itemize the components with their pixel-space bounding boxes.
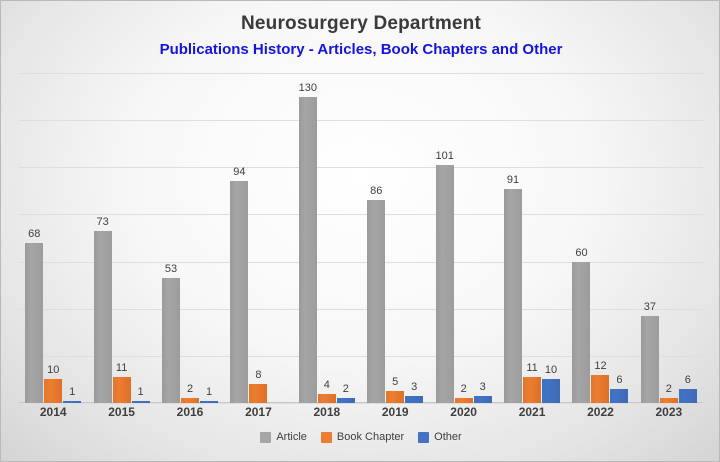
bar-article[interactable] — [25, 227, 43, 403]
bar-value-label: 1 — [205, 385, 213, 398]
bar-groups — [19, 73, 703, 403]
bar-value-label: 12 — [594, 359, 607, 372]
bar-value-label: 6 — [684, 373, 691, 386]
bars — [429, 73, 497, 403]
bar-group — [224, 73, 292, 403]
plot-area — [19, 73, 703, 403]
bar-value-label: 2 — [186, 383, 194, 396]
bar-other[interactable] — [132, 385, 150, 403]
bar-other[interactable] — [63, 385, 81, 403]
gridline — [19, 403, 703, 404]
x-tick-label: 2020 — [450, 405, 477, 419]
bar-value-label: 10 — [47, 364, 60, 377]
bars — [293, 73, 361, 403]
legend-swatch-icon — [321, 432, 332, 443]
bars — [87, 73, 155, 403]
bar-value-label: 2 — [342, 383, 349, 396]
bar-book[interactable] — [455, 383, 473, 403]
bar-value-label: 11 — [115, 362, 128, 375]
chart-subtitle: Publications History - Articles, Book Chapters and Other — [159, 41, 563, 58]
bar-value-label: 37 — [643, 300, 656, 313]
bar-value-label: 91 — [506, 173, 520, 186]
x-tick-label: 2022 — [587, 405, 614, 419]
x-tick-label: 2021 — [518, 405, 546, 419]
bar-value-label: 68 — [28, 227, 41, 240]
bar-other[interactable] — [200, 385, 218, 403]
bar-other[interactable] — [337, 383, 355, 403]
chart-legend — [1, 431, 720, 443]
chart-title: Neurosurgery Department — [240, 13, 482, 34]
bar-book[interactable] — [318, 378, 336, 403]
bar-group — [19, 73, 87, 403]
legend-item-book-chapter[interactable] — [321, 431, 404, 443]
legend-item-article[interactable] — [260, 431, 307, 443]
bar-value-label: 94 — [233, 166, 246, 179]
x-tick-label: 2019 — [381, 405, 409, 419]
bar-article[interactable] — [435, 149, 454, 403]
bar-value-label: 5 — [392, 376, 399, 389]
bar-value-label: 3 — [479, 380, 486, 393]
bar-other[interactable] — [474, 380, 492, 403]
x-tick-label: 2018 — [313, 405, 341, 419]
bar-value-label: 3 — [411, 380, 418, 393]
legend-label: Book Chapter — [336, 431, 405, 443]
bar-book[interactable] — [113, 362, 131, 403]
bars — [156, 73, 224, 403]
bar-value-label: 4 — [323, 378, 330, 391]
bar-group — [293, 73, 361, 403]
bar-group — [429, 73, 497, 403]
bar-value-label: 130 — [298, 81, 318, 94]
bar-book[interactable] — [249, 369, 267, 403]
bar-other[interactable] — [679, 373, 697, 403]
legend-item-other[interactable] — [418, 431, 462, 443]
bar-article[interactable] — [94, 215, 112, 403]
bar-value-label: 8 — [255, 369, 262, 382]
bar-group — [566, 73, 634, 403]
bar-value-label: 6 — [616, 373, 623, 386]
bar-article[interactable] — [162, 263, 180, 403]
bar-article[interactable] — [641, 300, 659, 403]
bar-value-label: 11 — [526, 362, 538, 375]
bar-article[interactable] — [504, 173, 522, 404]
bar-other[interactable] — [542, 364, 560, 403]
bar-value-label: 2 — [460, 383, 467, 396]
bar-value-label: 73 — [96, 215, 109, 228]
bar-group — [156, 73, 224, 403]
bar-group — [498, 73, 566, 403]
bar-book[interactable] — [523, 362, 541, 403]
x-tick-label: 2015 — [108, 405, 135, 419]
legend-label: Article — [276, 431, 307, 443]
bar-value-label: 1 — [69, 385, 76, 398]
bar-book[interactable] — [181, 383, 199, 403]
bar-group — [361, 73, 429, 403]
legend-swatch-icon — [418, 432, 429, 443]
x-tick-label: 2016 — [176, 405, 204, 419]
bar-article[interactable] — [367, 185, 385, 403]
x-tick-label: 2023 — [655, 405, 683, 419]
bar-value-label: 60 — [575, 246, 588, 259]
legend-label: Other — [434, 431, 462, 443]
bars — [566, 73, 634, 403]
bar-book[interactable] — [386, 376, 404, 403]
bar-book[interactable] — [44, 364, 62, 403]
bar-value-label: 1 — [137, 385, 144, 398]
bar-value-label: 10 — [544, 364, 558, 377]
bar-value-label: 53 — [164, 263, 178, 276]
bar-group — [87, 73, 155, 403]
bars — [19, 73, 87, 403]
legend-swatch-icon — [260, 432, 271, 443]
bar-value-label: 101 — [435, 149, 454, 162]
bar-value-label: 2 — [665, 383, 672, 396]
bar-group — [635, 73, 703, 403]
bars — [635, 73, 703, 403]
bar-other[interactable] — [405, 380, 423, 403]
bars — [361, 73, 429, 403]
bar-other[interactable] — [610, 373, 628, 403]
bar-book[interactable] — [591, 359, 609, 403]
bar-book[interactable] — [660, 383, 678, 403]
x-axis-labels — [19, 405, 703, 419]
x-tick-label: 2014 — [39, 405, 67, 419]
bars — [224, 73, 292, 403]
bar-article[interactable] — [230, 166, 248, 403]
x-tick-label: 2017 — [245, 405, 272, 419]
bar-article[interactable] — [572, 246, 590, 403]
bar-article[interactable] — [298, 81, 318, 403]
bar-value-label: 86 — [370, 185, 383, 198]
bars — [498, 73, 566, 403]
